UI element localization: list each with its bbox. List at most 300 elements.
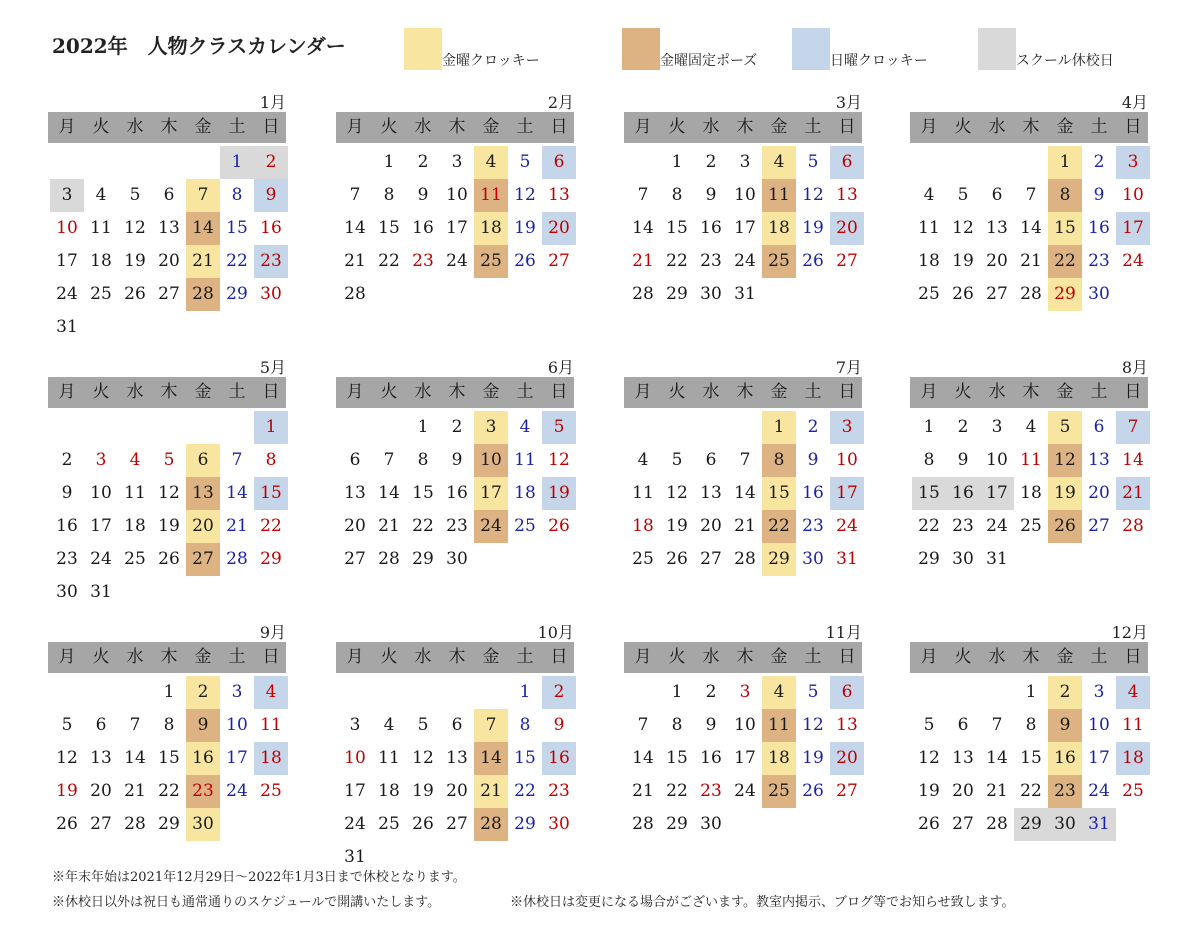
day-cell: 25	[260, 781, 282, 801]
weekday-label: 日	[262, 647, 280, 667]
day-cell: 3	[95, 450, 107, 470]
day-cell: 8	[383, 185, 395, 205]
weekday-header	[624, 377, 862, 408]
legend-swatch	[404, 28, 442, 70]
day-cell: 11	[124, 483, 146, 503]
day-cell: 5	[807, 152, 819, 172]
day-cell: 30	[700, 284, 722, 304]
day-cell: 5	[129, 185, 141, 205]
day-cell: 23	[1088, 251, 1110, 271]
day-cell: 23	[254, 245, 288, 278]
day-cell: 26	[802, 251, 824, 271]
day-cell: 20	[446, 781, 468, 801]
month-name: 7月	[835, 358, 862, 377]
day-cell: 27	[90, 814, 112, 834]
day-cell: 13	[446, 748, 468, 768]
day-cell: 25	[378, 814, 400, 834]
day-cell: 17	[474, 477, 508, 510]
month-name: 5月	[259, 358, 286, 377]
day-cell: 17	[734, 218, 756, 238]
weekday-label: 土	[1090, 647, 1108, 667]
day-cell: 8	[163, 715, 175, 735]
weekday-label: 水	[126, 382, 144, 402]
day-cell: 17	[980, 477, 1014, 510]
day-cell: 8	[1048, 179, 1082, 212]
day-cell: 2	[417, 152, 429, 172]
weekday-label: 水	[126, 117, 144, 137]
day-cell: 14	[734, 483, 756, 503]
weekday-label: 水	[414, 117, 432, 137]
weekday-label: 日	[838, 382, 856, 402]
day-cell: 29	[666, 284, 688, 304]
month-name: 12月	[1111, 623, 1148, 642]
day-cell: 1	[163, 682, 175, 702]
month-name: 1月	[259, 93, 286, 112]
weekday-label: 火	[380, 382, 398, 402]
day-cell: 22	[514, 781, 536, 801]
day-cell: 2	[705, 682, 717, 702]
legend-label: 金曜固定ポーズ	[660, 53, 758, 69]
weekday-label: 水	[988, 382, 1006, 402]
day-cell: 4	[519, 417, 531, 437]
day-cell: 9	[417, 185, 429, 205]
day-cell: 1	[254, 411, 288, 444]
day-cell: 13	[344, 483, 366, 503]
weekday-label: 火	[668, 382, 686, 402]
weekday-label: 月	[920, 647, 938, 667]
weekday-label: 土	[228, 117, 246, 137]
day-cell: 10	[56, 218, 78, 238]
day-cell: 23	[446, 516, 468, 536]
day-cell: 9	[451, 450, 463, 470]
day-cell: 17	[1088, 748, 1110, 768]
day-cell: 7	[129, 715, 141, 735]
day-cell: 23	[700, 251, 722, 271]
day-cell: 14	[632, 748, 654, 768]
weekday-label: 金	[482, 117, 500, 137]
day-cell: 21	[344, 251, 366, 271]
day-cell: 3	[50, 179, 84, 212]
day-cell: 21	[734, 516, 756, 536]
day-cell: 10	[734, 715, 756, 735]
day-cell: 22	[260, 516, 282, 536]
day-cell: 20	[344, 516, 366, 536]
day-cell: 28	[632, 814, 654, 834]
day-cell: 12	[548, 450, 570, 470]
day-cell: 3	[739, 682, 751, 702]
weekday-label: 日	[1124, 117, 1142, 137]
weekday-label: 水	[988, 647, 1006, 667]
day-cell: 9	[61, 483, 73, 503]
legend-swatch	[792, 28, 830, 70]
day-cell: 18	[124, 516, 146, 536]
day-cell: 4	[923, 185, 935, 205]
day-cell: 11	[514, 450, 536, 470]
day-cell: 12	[1048, 444, 1082, 477]
day-cell: 17	[734, 748, 756, 768]
day-cell: 9	[705, 185, 717, 205]
day-cell: 28	[734, 549, 756, 569]
day-cell: 11	[378, 748, 400, 768]
weekday-label: 木	[736, 647, 754, 667]
day-cell: 30	[700, 814, 722, 834]
weekday-label: 日	[262, 382, 280, 402]
day-cell: 8	[417, 450, 429, 470]
weekday-label: 木	[736, 382, 754, 402]
day-cell: 20	[830, 742, 864, 775]
day-cell: 9	[553, 715, 565, 735]
day-cell: 19	[666, 516, 688, 536]
day-cell: 22	[226, 251, 248, 271]
day-cell: 17	[90, 516, 112, 536]
legend-swatch	[978, 28, 1016, 70]
day-cell: 18	[918, 251, 940, 271]
day-cell: 15	[762, 477, 796, 510]
weekday-header	[336, 377, 574, 408]
day-cell: 4	[254, 676, 288, 709]
weekday-label: 月	[346, 647, 364, 667]
day-cell: 26	[802, 781, 824, 801]
day-cell: 27	[836, 251, 858, 271]
day-cell: 20	[700, 516, 722, 536]
day-cell: 24	[90, 549, 112, 569]
day-cell: 5	[1048, 411, 1082, 444]
day-cell: 7	[637, 185, 649, 205]
day-cell: 6	[957, 715, 969, 735]
day-cell: 28	[378, 549, 400, 569]
day-cell: 19	[412, 781, 434, 801]
day-cell: 20	[986, 251, 1008, 271]
weekday-header	[910, 112, 1148, 143]
day-cell: 13	[986, 218, 1008, 238]
weekday-label: 金	[194, 117, 212, 137]
day-cell: 2	[186, 676, 220, 709]
day-cell: 11	[1122, 715, 1144, 735]
day-cell: 24	[734, 251, 756, 271]
day-cell: 28	[124, 814, 146, 834]
weekday-label: 木	[448, 382, 466, 402]
weekday-label: 月	[920, 382, 938, 402]
day-cell: 18	[514, 483, 536, 503]
day-cell: 28	[474, 808, 508, 841]
day-cell: 29	[1048, 278, 1082, 311]
legend-label: 金曜クロッキー	[442, 53, 540, 69]
day-cell: 29	[1014, 808, 1048, 841]
day-cell: 12	[158, 483, 180, 503]
day-cell: 24	[474, 510, 508, 543]
month-name: 6月	[547, 358, 574, 377]
weekday-header	[48, 377, 286, 408]
weekday-header	[910, 642, 1148, 673]
day-cell: 11	[1020, 450, 1042, 470]
day-cell: 12	[802, 715, 824, 735]
day-cell: 14	[344, 218, 366, 238]
day-cell: 20	[158, 251, 180, 271]
day-cell: 6	[349, 450, 361, 470]
day-cell: 31	[1082, 808, 1116, 841]
day-cell: 26	[1048, 510, 1082, 543]
day-cell: 25	[762, 245, 796, 278]
day-cell: 6	[830, 146, 864, 179]
day-cell: 30	[260, 284, 282, 304]
day-cell: 16	[700, 748, 722, 768]
note-new-year: ※年末年始は2021年12月29日〜2022年1月3日まで休校となります。	[52, 870, 466, 885]
weekday-label: 木	[736, 117, 754, 137]
weekday-label: 水	[414, 382, 432, 402]
weekday-label: 火	[92, 647, 110, 667]
weekday-label: 日	[1124, 647, 1142, 667]
note-holidays-open: ※休校日以外は祝日も通常通りのスケジュールで開講いたします。	[52, 895, 441, 910]
day-cell: 10	[1122, 185, 1144, 205]
weekday-label: 金	[1056, 647, 1074, 667]
day-cell: 10	[836, 450, 858, 470]
legend-label: スクール休校日	[1016, 53, 1114, 69]
day-cell: 1	[671, 152, 683, 172]
day-cell: 26	[158, 549, 180, 569]
day-cell: 21	[474, 775, 508, 808]
weekday-label: 日	[838, 117, 856, 137]
day-cell: 2	[957, 417, 969, 437]
day-cell: 15	[912, 477, 946, 510]
day-cell: 23	[802, 516, 824, 536]
day-cell: 7	[186, 179, 220, 212]
weekday-label: 水	[126, 647, 144, 667]
day-cell: 19	[542, 477, 576, 510]
day-cell: 17	[56, 251, 78, 271]
weekday-label: 木	[1022, 117, 1040, 137]
day-cell: 21	[226, 516, 248, 536]
day-cell: 14	[1122, 450, 1144, 470]
day-cell: 13	[90, 748, 112, 768]
day-cell: 16	[700, 218, 722, 238]
weekday-label: 水	[702, 382, 720, 402]
day-cell: 18	[90, 251, 112, 271]
weekday-label: 火	[92, 117, 110, 137]
day-cell: 2	[254, 146, 288, 179]
day-cell: 13	[1088, 450, 1110, 470]
day-cell: 24	[344, 814, 366, 834]
weekday-label: 月	[634, 647, 652, 667]
day-cell: 4	[762, 146, 796, 179]
day-cell: 15	[158, 748, 180, 768]
day-cell: 5	[542, 411, 576, 444]
weekday-label: 金	[194, 647, 212, 667]
day-cell: 5	[923, 715, 935, 735]
weekday-label: 水	[414, 647, 432, 667]
day-cell: 21	[124, 781, 146, 801]
day-cell: 26	[952, 284, 974, 304]
day-cell: 8	[519, 715, 531, 735]
day-cell: 11	[762, 709, 796, 742]
day-cell: 16	[56, 516, 78, 536]
day-cell: 16	[802, 483, 824, 503]
day-cell: 22	[378, 251, 400, 271]
day-cell: 18	[632, 516, 654, 536]
day-cell: 20	[830, 212, 864, 245]
day-cell: 17	[1116, 212, 1150, 245]
day-cell: 30	[1048, 808, 1082, 841]
day-cell: 21	[632, 781, 654, 801]
day-cell: 29	[260, 549, 282, 569]
day-cell: 7	[1116, 411, 1150, 444]
day-cell: 18	[762, 212, 796, 245]
weekday-label: 日	[550, 117, 568, 137]
day-cell: 7	[739, 450, 751, 470]
day-cell: 8	[671, 715, 683, 735]
day-cell: 26	[514, 251, 536, 271]
day-cell: 28	[344, 284, 366, 304]
weekday-label: 金	[482, 647, 500, 667]
day-cell: 12	[802, 185, 824, 205]
day-cell: 25	[514, 516, 536, 536]
day-cell: 18	[1116, 742, 1150, 775]
day-cell: 5	[519, 152, 531, 172]
day-cell: 5	[807, 682, 819, 702]
day-cell: 23	[1048, 775, 1082, 808]
weekday-label: 月	[58, 117, 76, 137]
day-cell: 20	[1088, 483, 1110, 503]
weekday-label: 土	[228, 382, 246, 402]
day-cell: 21	[632, 251, 654, 271]
weekday-label: 金	[482, 382, 500, 402]
day-cell: 17	[446, 218, 468, 238]
day-cell: 31	[836, 549, 858, 569]
weekday-label: 木	[160, 647, 178, 667]
day-cell: 22	[918, 516, 940, 536]
day-cell: 15	[378, 218, 400, 238]
weekday-label: 月	[58, 647, 76, 667]
day-cell: 18	[762, 742, 796, 775]
day-cell: 2	[61, 450, 73, 470]
day-cell: 4	[762, 676, 796, 709]
weekday-label: 木	[1022, 382, 1040, 402]
day-cell: 8	[671, 185, 683, 205]
day-cell: 5	[417, 715, 429, 735]
day-cell: 6	[830, 676, 864, 709]
day-cell: 11	[474, 179, 508, 212]
day-cell: 29	[762, 543, 796, 576]
day-cell: 30	[952, 549, 974, 569]
day-cell: 23	[56, 549, 78, 569]
day-cell: 30	[548, 814, 570, 834]
day-cell: 6	[991, 185, 1003, 205]
day-cell: 14	[1020, 218, 1042, 238]
day-cell: 27	[952, 814, 974, 834]
day-cell: 4	[1116, 676, 1150, 709]
day-cell: 30	[186, 808, 220, 841]
day-cell: 2	[1093, 152, 1105, 172]
weekday-label: 日	[550, 647, 568, 667]
day-cell: 17	[226, 748, 248, 768]
month-name: 8月	[1121, 358, 1148, 377]
day-cell: 6	[705, 450, 717, 470]
day-cell: 12	[514, 185, 536, 205]
weekday-label: 土	[804, 117, 822, 137]
day-cell: 22	[1048, 245, 1082, 278]
day-cell: 18	[1020, 483, 1042, 503]
day-cell: 10	[986, 450, 1008, 470]
weekday-label: 火	[92, 382, 110, 402]
weekday-label: 月	[634, 382, 652, 402]
day-cell: 27	[344, 549, 366, 569]
day-cell: 28	[986, 814, 1008, 834]
weekday-label: 日	[550, 382, 568, 402]
day-cell: 19	[514, 218, 536, 238]
day-cell: 19	[1048, 477, 1082, 510]
day-cell: 25	[124, 549, 146, 569]
page-title: 2022年 人物クラスカレンダー	[52, 34, 346, 58]
weekday-label: 日	[838, 647, 856, 667]
day-cell: 7	[1025, 185, 1037, 205]
day-cell: 2	[807, 417, 819, 437]
weekday-label: 木	[160, 382, 178, 402]
day-cell: 29	[514, 814, 536, 834]
day-cell: 27	[1088, 516, 1110, 536]
day-cell: 27	[986, 284, 1008, 304]
day-cell: 15	[514, 748, 536, 768]
month-name: 3月	[835, 93, 862, 112]
day-cell: 12	[56, 748, 78, 768]
day-cell: 17	[344, 781, 366, 801]
legend-label: 日曜クロッキー	[830, 53, 928, 69]
day-cell: 20	[186, 510, 220, 543]
day-cell: 19	[124, 251, 146, 271]
day-cell: 4	[383, 715, 395, 735]
day-cell: 26	[548, 516, 570, 536]
day-cell: 9	[186, 709, 220, 742]
day-cell: 21	[378, 516, 400, 536]
day-cell: 14	[986, 748, 1008, 768]
day-cell: 13	[952, 748, 974, 768]
day-cell: 1	[923, 417, 935, 437]
day-cell: 11	[762, 179, 796, 212]
day-cell: 13	[158, 218, 180, 238]
weekday-header	[336, 112, 574, 143]
day-cell: 27	[836, 781, 858, 801]
day-cell: 1	[220, 146, 254, 179]
day-cell: 30	[802, 549, 824, 569]
day-cell: 9	[1093, 185, 1105, 205]
day-cell: 22	[158, 781, 180, 801]
day-cell: 6	[1093, 417, 1105, 437]
day-cell: 13	[700, 483, 722, 503]
day-cell: 24	[446, 251, 468, 271]
month-name: 4月	[1121, 93, 1148, 112]
day-cell: 21	[1020, 251, 1042, 271]
day-cell: 31	[986, 549, 1008, 569]
day-cell: 11	[260, 715, 282, 735]
weekday-label: 木	[160, 117, 178, 137]
day-cell: 8	[923, 450, 935, 470]
weekday-label: 水	[702, 647, 720, 667]
weekday-label: 土	[1090, 382, 1108, 402]
weekday-label: 土	[516, 117, 534, 137]
day-cell: 26	[124, 284, 146, 304]
day-cell: 3	[830, 411, 864, 444]
day-cell: 13	[836, 715, 858, 735]
day-cell: 24	[226, 781, 248, 801]
day-cell: 22	[1020, 781, 1042, 801]
day-cell: 12	[666, 483, 688, 503]
day-cell: 30	[1088, 284, 1110, 304]
day-cell: 29	[918, 549, 940, 569]
day-cell: 9	[807, 450, 819, 470]
day-cell: 15	[254, 477, 288, 510]
day-cell: 23	[412, 251, 434, 271]
day-cell: 7	[349, 185, 361, 205]
month-name: 9月	[259, 623, 286, 642]
day-cell: 13	[548, 185, 570, 205]
